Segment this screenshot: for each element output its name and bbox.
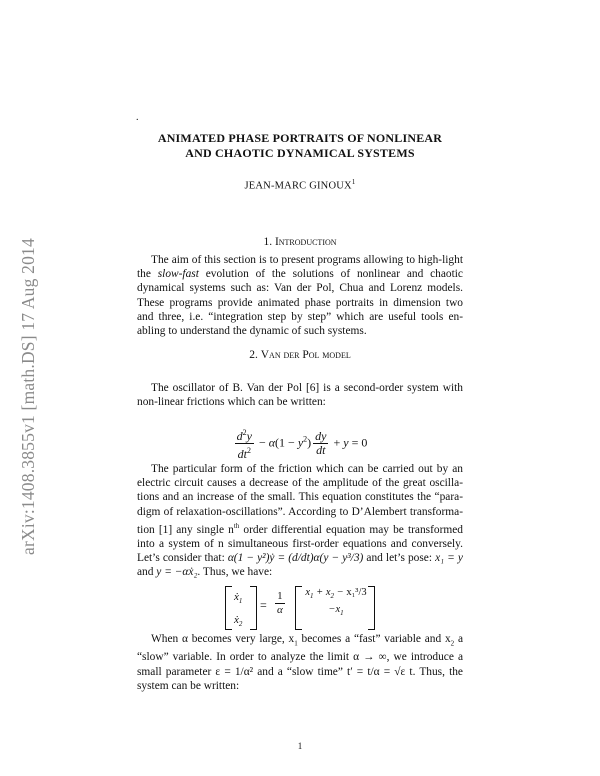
vdp-paragraph-3-block xyxy=(137,632,463,693)
paper-title xyxy=(137,131,463,161)
corner-dot: . xyxy=(136,112,139,123)
vdp-paragraph-3: When α becomes very large, $x_1$ becomes a “fast” variable and $x_2$ a “slow” variable. In order to analyze the limit α → ∞, we introduce a small parameter ε = 1/α² and a “slow time” t′ = t/α = √ε t. Thus, the system can be written: xyxy=(137,633,464,692)
vdp-p2-text-b: order differential equation may be transformed into a system of n simultaneous first-order equations and conversely. xyxy=(137,523,463,550)
vdp-p2-superscript: th xyxy=(233,521,240,530)
intro-text-a: The aim of this section is to present programs allowing to high-light the xyxy=(137,254,463,281)
section-1-heading xyxy=(137,236,463,248)
vdp-p3-text-b: becomes a “fast” variable and x xyxy=(297,633,451,645)
arxiv-sidebar-stamp: arXiv:1408.3855v1 [math.DS] 17 Aug 2014 xyxy=(18,238,38,555)
vdp-paragraph-1: The oscillator of B. Van der Pol [6] is a second-order system with non-linear frictions which can be written: xyxy=(137,382,463,409)
vdp-system-matrix: ẋ$_1$ ẋ$_2$ = $\frac{1}{\alpha}$ $x_1 + x_2 - x_1^3/3$ $-x_1$ xyxy=(225,586,375,630)
author-name: JEAN-MARC GINOUX xyxy=(244,180,352,192)
section-2-heading xyxy=(137,349,463,361)
intro-text-emphasis: slow-fast xyxy=(157,268,199,281)
vdp-inline-math-1: α(1 − y²)ẏ = (d/dt)α(y − y³/3) xyxy=(227,552,364,565)
vdp-p3-text-a: When α becomes very large, x xyxy=(151,633,295,645)
vdp-inline-math-2: x₁ = y xyxy=(435,552,463,565)
van-der-pol-equation: $\frac{d^2y}{dt^2}$ − $\alpha(1 - y^2)$ $\frac{dy}{dt}$ + y = 0 xyxy=(236,428,368,461)
title-line-1: ANIMATED PHASE PORTRAITS OF NONLINEAR xyxy=(157,131,443,145)
vdp-p2-text-e: Thus, we have: xyxy=(202,566,273,579)
section-1-body xyxy=(137,253,463,338)
section-1-number: 1. xyxy=(263,236,273,248)
author-line xyxy=(137,178,463,192)
vdp-p3-text-c: a “slow” variable. In order to analyze the limit α → ∞, we introduce a small parameter ε = 1/α² and a “slow time” t′ = t/α = √ε t. Thus, the system can be written: xyxy=(137,633,464,692)
vdp-paragraph-1-block xyxy=(137,381,463,409)
section-2-title: Van der Pol model xyxy=(260,349,351,361)
vdp-paragraph-2: The particular form of the friction which can be carried out by an electric circuit causes a decrease of the amplitude of the great oscilla-tions and an increase of the small. This equation constitutes the “para-digm of relaxation-oscillations”. According to D’Alembert transforma-tion [1] any single $n^{th}$ order differential equation may be transformed into a system of n simultaneous first-order equations and conversely. Let’s consider that: α(1 − y²)ẏ = (d/dt)α(y − y³/3) and let’s pose: x₁ = y and y = −αẋ₂. Thus, we have: xyxy=(137,463,463,579)
page-number: 1 xyxy=(297,741,303,751)
vdp-p2-text-d: and let’s pose: xyxy=(366,552,433,565)
title-line-2: AND CHAOTIC DYNAMICAL SYSTEMS xyxy=(185,146,415,160)
section-2-number: 2. xyxy=(249,349,258,361)
author-footnote-mark: 1 xyxy=(351,178,356,186)
vdp-inline-math-3: y = −αẋ₂ xyxy=(156,566,198,579)
intro-text-b: evolution of the solutions of nonlinear and chaotic dynamical systems such as: Van der Pol, Chua and Lorenz models. These programs provide animated phase portraits in dimension two and three, i.e. “integration step by step” which are useful tools en-abling to understand the dynamic of such systems. xyxy=(137,268,463,338)
vdp-p2-text-c: Let’s consider that: xyxy=(137,552,225,565)
vdp-p2-text-a: The particular form of the friction which can be carried out by an electric circuit causes a decrease of the amplitude of the great oscilla-tions and an increase of the small. This equation constitutes the “para-digm of relaxation-oscillations”. According to D’Alembert transforma-tion [1] any single n xyxy=(137,463,463,536)
intro-paragraph xyxy=(137,253,463,338)
section-1-title: Introduction xyxy=(274,236,337,248)
vdp-paragraph-2-block xyxy=(137,462,463,579)
